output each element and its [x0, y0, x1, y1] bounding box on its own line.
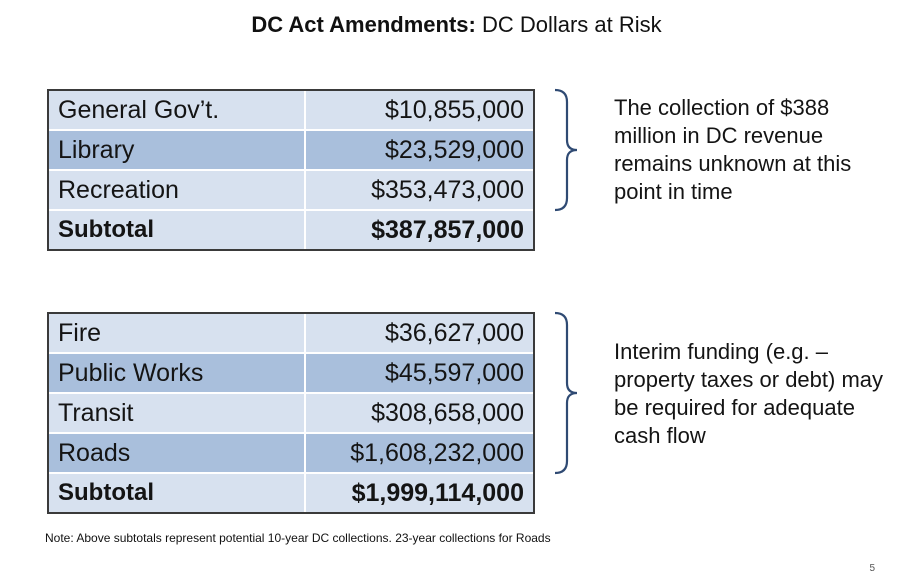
subtotal-row: [49, 474, 533, 512]
row-label: Recreation: [49, 171, 306, 209]
row-value: $308,658,000: [306, 394, 533, 432]
row-value: $23,529,000: [306, 131, 533, 169]
table-row: [49, 171, 533, 211]
row-value: $36,627,000: [306, 314, 533, 352]
subtotal-value: $1,999,114,000: [306, 474, 533, 512]
slide-title-rest: DC Dollars at Risk: [475, 12, 662, 37]
revenue-uncertainty-note: The collection of $388 million in DC revenue remains unknown at this point in time: [614, 95, 852, 204]
subtotal-label: Subtotal: [49, 211, 306, 249]
row-value: $353,473,000: [306, 171, 533, 209]
table-row: [49, 354, 533, 394]
dc-revenue-table-2: [47, 312, 535, 514]
table-row: [49, 91, 533, 131]
right-brace-icon: [551, 88, 581, 212]
subtotal-value: $387,857,000: [306, 211, 533, 249]
footnote: Note: Above subtotals represent potential 10-year DC collections. 23-year collections for Roads: [45, 531, 551, 545]
row-label: Public Works: [49, 354, 306, 392]
page-number: 5: [869, 563, 875, 574]
interim-funding-note: Interim funding (e.g. – property taxes or debt) may be required for adequate cash flow: [614, 339, 884, 448]
table-row: [49, 434, 533, 474]
row-label: Library: [49, 131, 306, 169]
right-brace-icon: [551, 311, 581, 475]
row-value: $1,608,232,000: [306, 434, 533, 472]
table-row: [49, 131, 533, 171]
table-row: [49, 314, 533, 354]
row-value: $10,855,000: [306, 91, 533, 129]
row-label: Transit: [49, 394, 306, 432]
row-value: $45,597,000: [306, 354, 533, 392]
dc-revenue-table-1: [47, 89, 535, 251]
slide-title: [0, 12, 913, 38]
table-row: [49, 394, 533, 434]
row-label: Roads: [49, 434, 306, 472]
subtotal-row: [49, 211, 533, 249]
row-label: Fire: [49, 314, 306, 352]
row-label: General Gov’t.: [49, 91, 306, 129]
slide-title-bold: DC Act Amendments:: [251, 12, 476, 37]
subtotal-label: Subtotal: [49, 474, 306, 512]
